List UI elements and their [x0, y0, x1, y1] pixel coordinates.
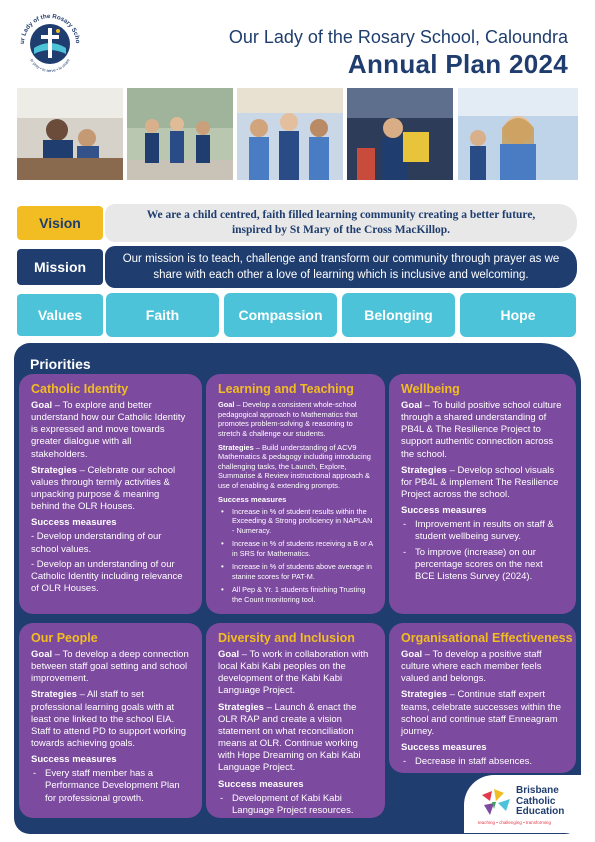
priorities-heading: Priorities [30, 356, 91, 372]
priority-card-learning-teaching [206, 374, 385, 614]
card-measures-heading: Success measures [218, 494, 287, 504]
card-goal: Goal – To explore and better understand how our Catholic Identity is expressed and move towards greater dialogue with all stakeholders. [31, 400, 186, 460]
value-belonging: Belonging [342, 293, 455, 337]
value-hope: Hope [460, 293, 576, 337]
priority-card-our-people [19, 623, 202, 818]
card-goal: Goal – To work in collaboration with local Kabi Kabi peoples on the development of the Kabi Kabi Language Project. [218, 649, 369, 697]
card-strategies: Strategies – All staff to set professional learning goals with at least one linked to the school EIA. Staff to attend PD to support working towards achieving goals. [31, 689, 187, 750]
bce-tagline: teaching • challenging • transforming [478, 820, 551, 825]
values-label: Values [17, 294, 103, 336]
card-goal: Goal – To build positive school culture through a shared understanding of PB4L & The Resilience Project to support authentic connection across the school. [401, 400, 562, 460]
card-goal: Goal – To develop a deep connection between staff goal setting and school improvement. [31, 649, 189, 685]
card-strategies: Strategies – Develop school visuals for PB4L & implement The Resilience Project across the school. [401, 464, 559, 501]
bce-name: Brisbane Catholic Education [516, 785, 565, 817]
mission-box [105, 246, 577, 288]
page-title: Annual Plan 2024 [347, 49, 568, 79]
card-strategies: Strategies – Continue staff expert teams, celebrate successes within the school and continue staff Enneagram journey. [401, 689, 561, 737]
card-measures-list [218, 793, 373, 817]
card-title: Learning and Teaching [218, 382, 354, 396]
bce-logo [464, 775, 584, 833]
photo-classroom-teacher [17, 88, 123, 180]
photo-students-walking [127, 88, 233, 180]
list-item: - Improvement in results on staff & student wellbeing survey. [401, 519, 564, 543]
list-item: - Develop understanding of our school values. [31, 531, 162, 555]
vision-box [105, 204, 577, 242]
card-measures-list [31, 768, 190, 804]
card-measures-list [401, 519, 564, 583]
photo-students-group [237, 88, 343, 180]
card-measures-heading: Success measures [401, 505, 487, 517]
priority-card-organisational-effectiveness [389, 623, 576, 773]
card-measures-list [218, 507, 373, 604]
school-name: Our Lady of the Rosary School, Caloundra [228, 27, 568, 47]
vision-statement: We are a child centred, faith filled learning community creating a better future, inspired by St Mary of the Cross MacKillop. [146, 209, 536, 236]
value-faith: Faith [106, 293, 219, 337]
card-measures-heading: Success measures [31, 754, 117, 766]
list-item: - Every staff member has a Performance Development Plan for professional growth. [31, 768, 190, 804]
list-item: • All Pep & Yr. 1 students finishing Trusting the Count monitoring tool. [218, 585, 373, 604]
photo-smiling-student [458, 88, 578, 180]
list-item: • Increase in % of students above average in stanine scores for PAT-M. [218, 562, 373, 581]
card-title: Organisational Effectiveness [401, 631, 573, 645]
mission-label: Mission [17, 249, 103, 285]
card-goal: Goal – To develop a positive staff culture where each member feels valued and belongs. [401, 649, 542, 685]
card-measures-heading: Success measures [31, 517, 117, 529]
card-title: Wellbeing [401, 382, 460, 396]
list-item: • Increase in % of student results within the Exceeding & Strong proficiency in NAPLAN - Numeracy. [218, 507, 373, 535]
priority-card-diversity-inclusion [206, 623, 385, 818]
mission-statement: Our mission is to teach, challenge and transform our community through prayer as we share with each other a love of learning which is inclusive and welcoming. [122, 252, 560, 281]
vision-label: Vision [17, 206, 103, 240]
list-item: - Decrease in staff absences. [401, 756, 564, 768]
list-item: - Develop an understanding of our Catholic Identity including relevance of OLR Houses. [31, 558, 183, 595]
card-strategies: Strategies – Build understanding of ACV9 Mathematics & pedagogy including introducing challenging tasks, the Launch, Explore, Summarise & Review instructional approach & use of enabling & extending prompts. [218, 442, 371, 490]
card-strategies: Strategies – Launch & enact the OLR RAP and create a vision statement on what reconciliation means at OLR. Continue working with Hope Dreaming on Kabi Kabi Language Project. [218, 701, 361, 774]
logo-text: ur Lady of the Rosary Scho [18, 12, 82, 45]
card-measures-list [401, 756, 564, 768]
card-title: Our People [31, 631, 98, 645]
list-item: - To improve (increase) on our percentage scores on the next BCE Listens Survey (2024). [401, 547, 564, 583]
card-measures-heading: Success measures [218, 778, 304, 790]
priority-card-catholic-identity [19, 374, 202, 614]
card-strategies: Strategies – Celebrate our school values through termly activities & unpacking purpose & meaning behind the OLR Houses. [31, 464, 176, 513]
card-goal: Goal – Develop a consistent whole-school pedagogical approach to Mathematics that promotes problem-solving & reasoning to stretch & challenge our students. [218, 400, 358, 438]
value-compassion: Compassion [224, 293, 337, 337]
card-title: Catholic Identity [31, 382, 129, 396]
bce-cross-icon [478, 787, 512, 817]
school-crest-icon [10, 4, 90, 84]
list-item: - Development of Kabi Kabi Language Project resources. [218, 793, 373, 817]
photo-student-reading [347, 88, 453, 180]
logo-motto: to pray • to serve • to share [29, 57, 71, 74]
card-measures-list [31, 531, 190, 595]
school-logo [10, 4, 90, 84]
priority-card-wellbeing [389, 374, 576, 614]
card-title: Diversity and Inclusion [218, 631, 355, 645]
list-item: • Increase in % of students receiving a B or A in SRS for Mathematics. [218, 539, 373, 558]
card-measures-heading: Success measures [401, 742, 487, 754]
